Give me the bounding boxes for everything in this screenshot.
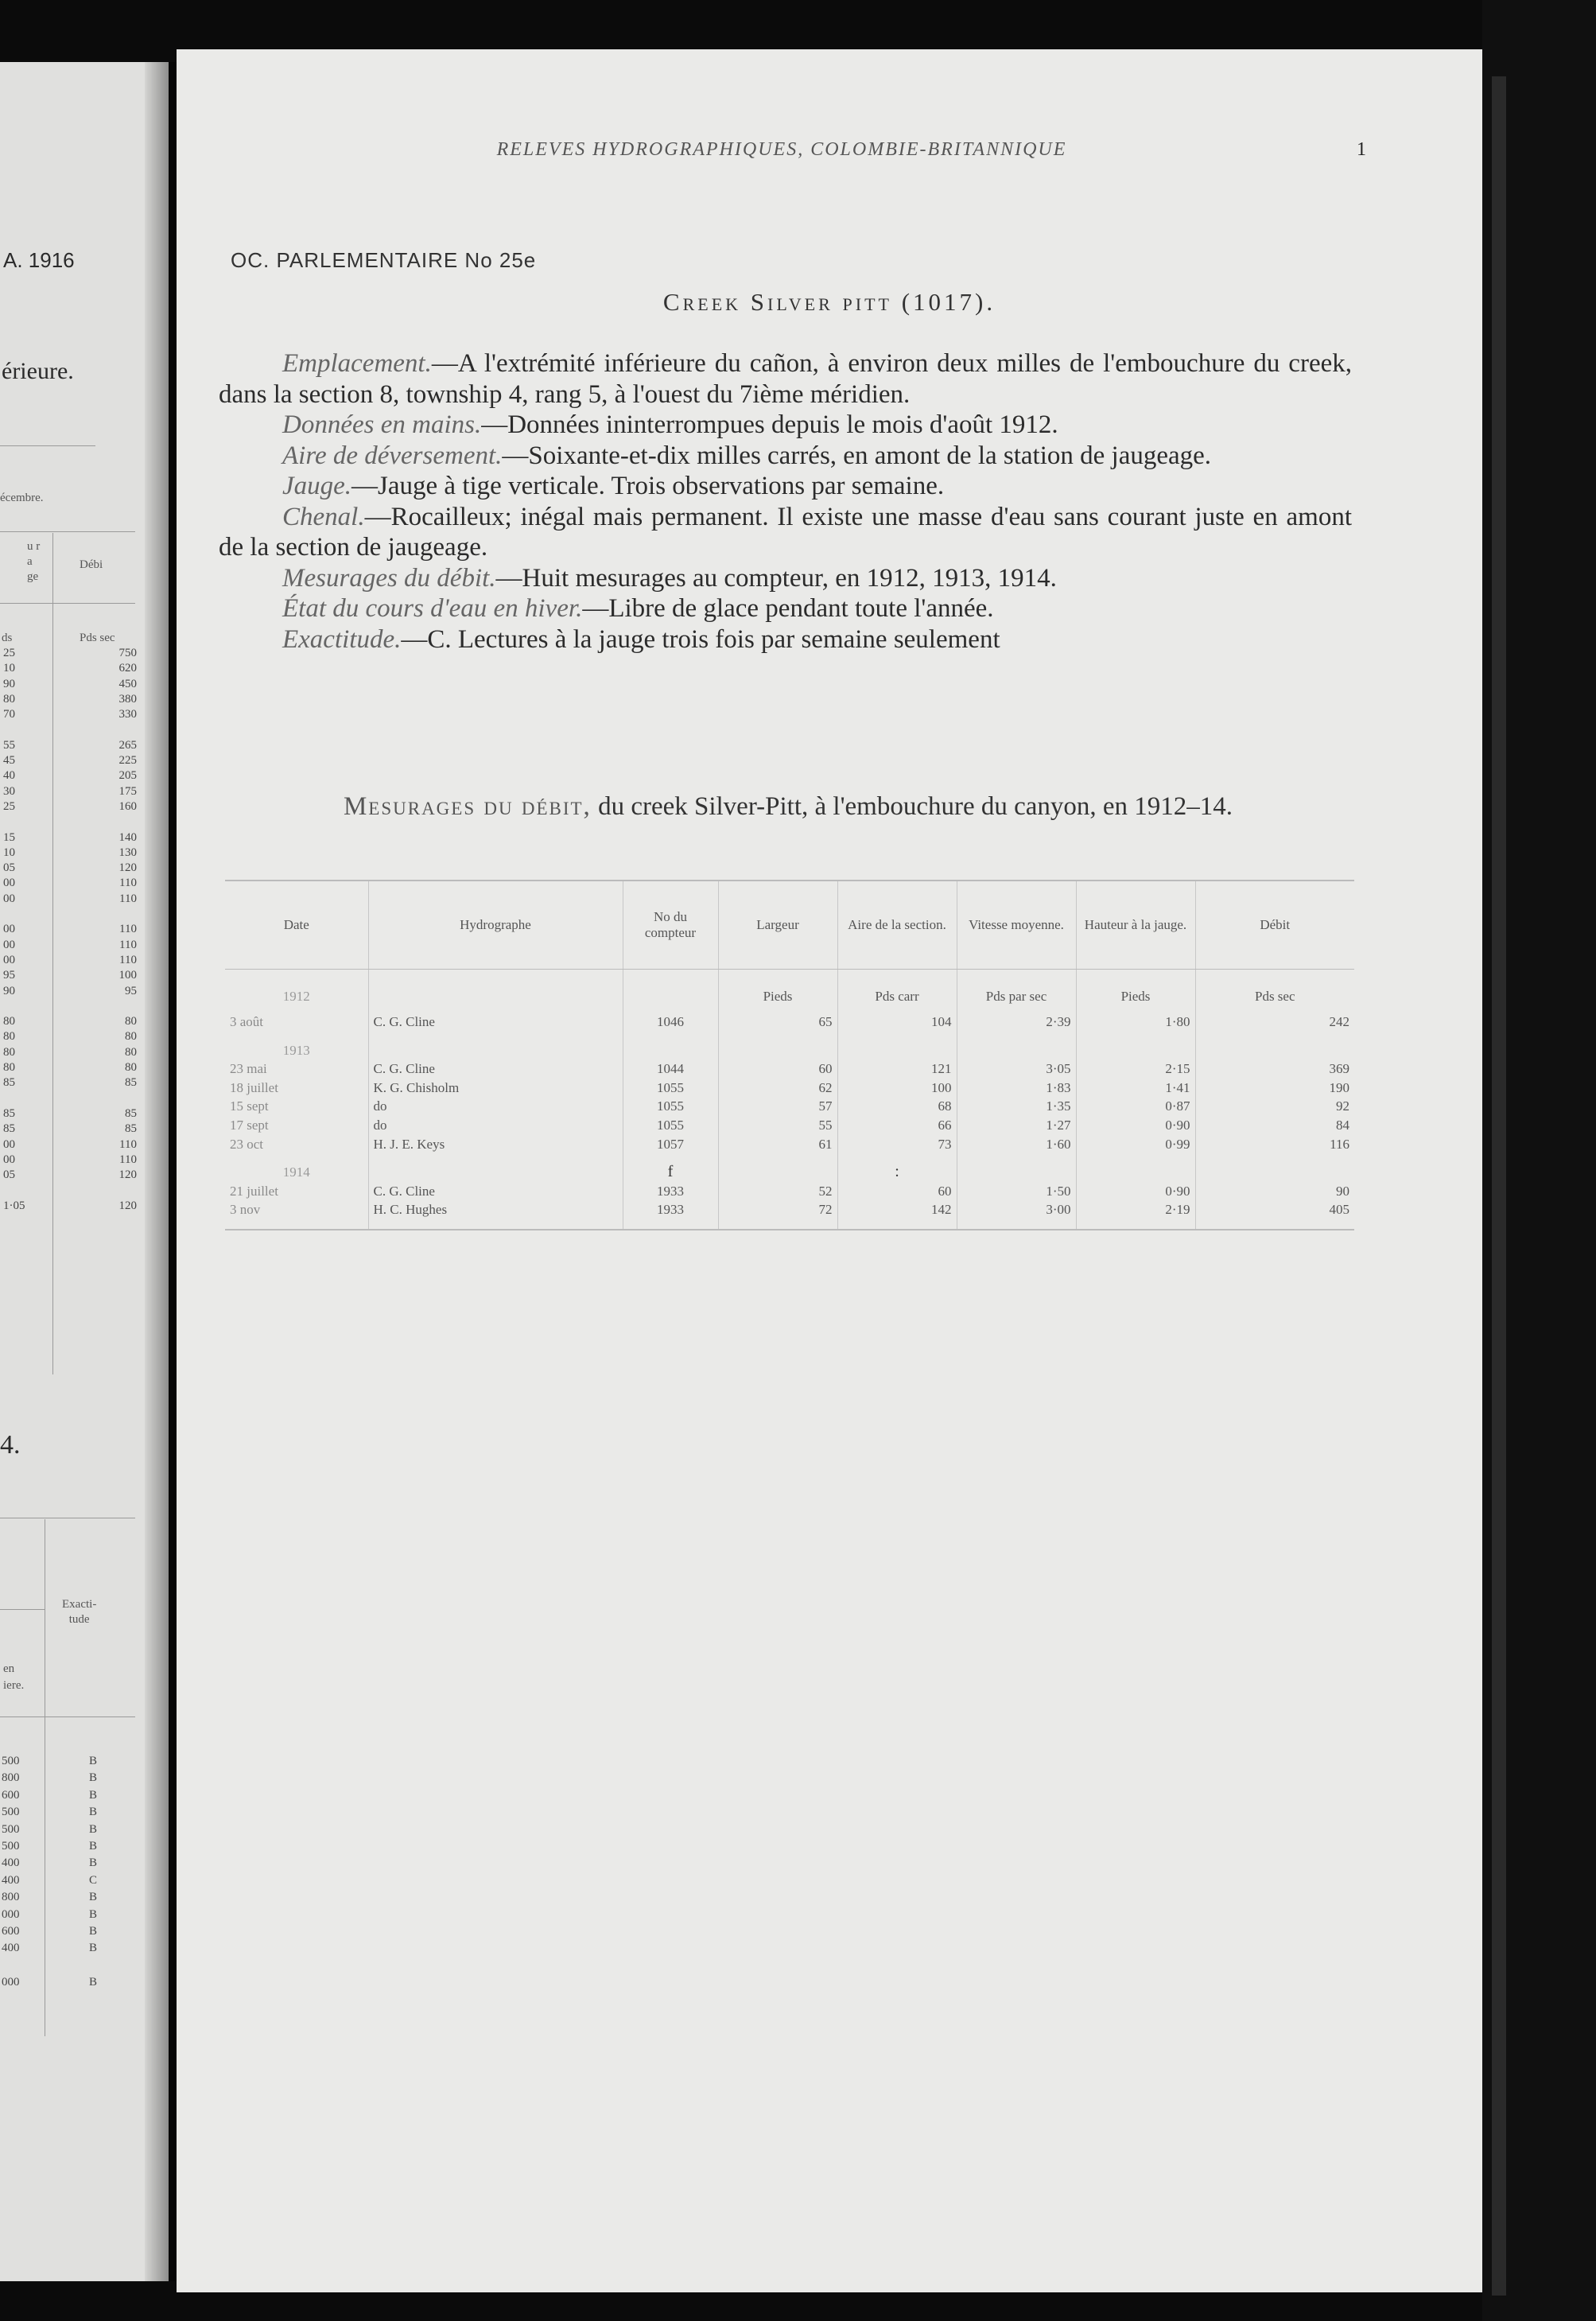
left-page-value: 25 <box>3 647 15 659</box>
left-page-header-word: érieure. <box>2 358 74 384</box>
left-page-value: B <box>89 1755 98 1767</box>
left-page-value: 00 <box>3 1137 15 1151</box>
col-vitesse-cell <box>957 1153 1076 1163</box>
left-page-col2-values <box>89 646 137 1214</box>
left-page-value: 450 <box>118 677 137 690</box>
left-page-value: 55 <box>3 738 15 752</box>
left-page-value <box>89 814 137 830</box>
col-hauteur-cell <box>1076 1041 1195 1060</box>
left-page-value: 95 <box>125 984 137 997</box>
left-page-value: B <box>89 1907 98 1921</box>
col-hydrographe-cell: do <box>368 1097 623 1116</box>
running-head <box>207 139 1368 161</box>
col-vitesse-cell: 3·00 <box>957 1200 1076 1230</box>
left-page-value: 40 <box>3 769 15 783</box>
left-page-value: 110 <box>119 892 137 905</box>
left-page-value: 80 <box>125 1015 137 1028</box>
col-date-cell: 15 sept <box>230 1098 269 1114</box>
col-compteur-cell: 1055 <box>623 1097 718 1116</box>
left-page-value <box>3 722 25 737</box>
left-page-value <box>89 907 137 922</box>
left-page-value: 00 <box>3 953 15 966</box>
col-aire-cell: 100 <box>837 1079 957 1098</box>
left-page-value: 80 <box>125 1061 137 1075</box>
left-page-value: 15 <box>3 830 15 844</box>
col-compteur-cell <box>623 970 718 1013</box>
left-page-lower-left-header: en iere. <box>3 1662 25 1692</box>
paragraph-donnees: Données en mains.—Données ininterrompues depuis le mois d'août 1912. <box>282 410 1058 439</box>
col-hydrographe-cell: C. G. Cline <box>368 1182 623 1201</box>
left-page-lower-col2-values <box>89 1753 97 1992</box>
col-hauteur-cell: 1·41 <box>1076 1079 1195 1098</box>
table-row <box>225 1013 1354 1032</box>
left-page-value: B <box>89 1806 98 1819</box>
col-hydrographe-cell: H. J. E. Keys <box>368 1135 623 1154</box>
col-compteur-cell <box>623 1041 718 1060</box>
table-row <box>225 1135 1354 1154</box>
col-debit-cell: 84 <box>1195 1116 1354 1135</box>
left-page-value: 500 <box>2 1840 20 1853</box>
left-page-value <box>3 907 25 922</box>
col-vitesse-cell: 1·83 <box>957 1079 1076 1098</box>
left-page-value <box>89 1183 137 1198</box>
col-hydrographe-cell <box>368 1032 623 1041</box>
col-largeur-cell: Pieds <box>718 970 837 1013</box>
left-page-value: 400 <box>2 1942 20 1955</box>
col-vitesse-cell: 1·27 <box>957 1116 1076 1135</box>
col-hauteur-cell: Pieds <box>1076 970 1195 1013</box>
left-page-value: 110 <box>119 1153 137 1166</box>
left-page-rule <box>0 531 135 532</box>
col-debit-cell <box>1195 1163 1354 1182</box>
left-page-value: 800 <box>2 1771 20 1785</box>
left-page-value: 30 <box>3 784 15 798</box>
left-page-value <box>89 722 137 737</box>
paragraph-emplacement: Emplacement.—A l'extrémité inférieure du cañon, à environ deux milles de l'embouchure du creek, dans la section 8, township 4, rang 5, à l'ouest du 7ième méridien. <box>219 349 1352 409</box>
left-page-value: 100 <box>118 969 137 982</box>
paragraph-jauge: Jauge.—Jauge à tige verticale. Trois observations par semaine. <box>282 472 945 500</box>
col-date-cell: 1912 <box>282 989 310 1004</box>
col-aire-cell: 142 <box>837 1200 957 1230</box>
col-vitesse-cell: 1·60 <box>957 1135 1076 1154</box>
left-page-value: 90 <box>3 984 15 997</box>
col-hauteur-cell: 2·15 <box>1076 1059 1195 1079</box>
col-date-cell: 18 juillet <box>230 1079 278 1095</box>
paragraph-chenal: Chenal.—Rocailleux; inégal mais permanent. Il existe une masse d'eau sans courant juste en amont de la section de jaugeage. <box>219 502 1352 562</box>
units-row <box>225 970 1354 1013</box>
left-page-value: B <box>89 1925 98 1938</box>
left-page-value: 750 <box>118 647 137 659</box>
left-page-value: 400 <box>2 1856 20 1870</box>
col-date-cell <box>225 1032 368 1041</box>
col-vitesse-cell: 1·50 <box>957 1182 1076 1201</box>
col-compteur-cell: 1046 <box>623 1013 718 1032</box>
left-page-value: 175 <box>118 784 137 798</box>
col-hydrographe-cell <box>368 1153 623 1163</box>
table-row <box>225 1200 1354 1230</box>
left-page-lower-col-header: Exacti- tude <box>62 1598 97 1626</box>
col-date-cell: 23 oct <box>230 1136 264 1152</box>
col-vitesse-cell: 2·39 <box>957 1013 1076 1032</box>
col-compteur-cell: 1057 <box>623 1135 718 1154</box>
col-hauteur-cell: 0·87 <box>1076 1097 1195 1116</box>
col-debit-cell: 405 <box>1195 1200 1354 1230</box>
col-debit-header: Débit <box>1195 881 1354 970</box>
left-page-value: 205 <box>118 769 137 783</box>
col-vitesse-cell: 3·05 <box>957 1059 1076 1079</box>
col-date-cell: 3 nov <box>225 1200 368 1230</box>
left-page-value: 80 <box>3 692 15 706</box>
col-debit-cell <box>1195 1032 1354 1041</box>
left-page-value: 500 <box>2 1806 20 1819</box>
left-page-value <box>89 1091 137 1106</box>
col-largeur-cell <box>718 1153 837 1163</box>
col-compteur-cell: 1055 <box>623 1116 718 1135</box>
left-page-value <box>3 814 25 830</box>
col-date-header: Date <box>225 881 368 970</box>
left-page-value: 130 <box>118 846 137 859</box>
left-page-value: 00 <box>3 923 15 936</box>
col-hauteur-header: Hauteur à la jauge. <box>1076 881 1195 970</box>
col-date-cell: 1913 <box>282 1042 310 1058</box>
left-page-value: 140 <box>118 830 137 844</box>
left-page-value: 05 <box>3 861 15 875</box>
col-aire-cell <box>837 1153 957 1163</box>
left-page-value: B <box>89 1976 98 1989</box>
col-hydrographe-header: Hydrographe <box>368 881 623 970</box>
paragraph-etat: État du cours d'eau en hiver.—Libre de glace pendant toute l'année. <box>282 594 994 623</box>
left-page-value: 500 <box>2 1822 20 1836</box>
col-debit-cell <box>1195 1153 1354 1163</box>
col-largeur-cell: 65 <box>718 1013 837 1032</box>
col-largeur-cell <box>718 1163 837 1182</box>
left-page-value: 05 <box>3 1168 15 1182</box>
left-page-month-label: écembre. <box>0 492 44 504</box>
mark-row <box>225 1163 1354 1182</box>
paragraph-exactitude: Exactitude.—C. Lectures à la jauge trois fois par semaine seulement <box>282 624 1000 654</box>
col-date-cell: 23 mai <box>230 1061 267 1077</box>
col-hydrographe-cell: K. G. Chisholm <box>368 1079 623 1098</box>
left-page-value: 80 <box>3 1030 15 1044</box>
discharge-measurements-table <box>225 880 1354 1230</box>
year-row <box>225 1041 1354 1060</box>
col-compteur-cell <box>623 1153 718 1163</box>
col-aire-cell <box>837 1032 957 1041</box>
left-page-value: 110 <box>119 953 137 966</box>
left-page-col1-header: u r a ge <box>27 540 41 583</box>
col-hydrographe-cell <box>368 970 623 1013</box>
table-row <box>225 1182 1354 1201</box>
col-aire-cell: 121 <box>837 1059 957 1079</box>
left-page-value: 80 <box>125 1045 137 1059</box>
document-label: OC. PARLEMENTAIRE No 25e <box>231 248 537 272</box>
col-debit-cell: Pds sec <box>1195 970 1354 1013</box>
left-page-value: 800 <box>2 1891 20 1904</box>
left-page-value: 620 <box>118 662 137 675</box>
col-largeur-cell <box>718 1041 837 1060</box>
left-page-value: B <box>89 1942 98 1955</box>
left-page-value: B <box>89 1822 98 1836</box>
col-debit-cell: 92 <box>1195 1097 1354 1116</box>
left-page-value: 600 <box>2 1788 20 1802</box>
left-page-value: 600 <box>2 1925 20 1938</box>
col-vitesse-cell <box>957 1163 1076 1182</box>
col-debit-cell: 116 <box>1195 1135 1354 1154</box>
col-date-cell <box>225 1153 368 1163</box>
table-title: Mesurages du débit, du creek Silver-Pitt, à l'embouchure du canyon, en 1912–14. <box>343 792 1233 821</box>
left-page-rule <box>0 603 135 604</box>
left-page-rule <box>0 1609 45 1610</box>
table-row <box>225 1079 1354 1098</box>
left-page-value: 225 <box>118 754 137 768</box>
left-page-value: 120 <box>118 861 137 875</box>
left-page-value: 160 <box>118 799 137 813</box>
left-page-value: 80 <box>3 1045 15 1059</box>
left-page-rule <box>0 1716 135 1717</box>
left-page-value: 110 <box>119 938 137 951</box>
left-page-value: 330 <box>118 708 137 721</box>
col-vitesse-cell: Pds par sec <box>957 970 1076 1013</box>
col-aire-cell: 66 <box>837 1116 957 1135</box>
col-vitesse-cell <box>957 1041 1076 1060</box>
left-page-value: C <box>89 1873 98 1887</box>
col-largeur-cell: 72 <box>718 1200 837 1230</box>
col-hydrographe-cell <box>368 1163 623 1182</box>
col-aire-cell: Pds carr <box>837 970 957 1013</box>
col-hauteur-cell <box>1076 1163 1195 1182</box>
col-hauteur-cell: 2·19 <box>1076 1200 1195 1230</box>
col-largeur-cell: 60 <box>718 1059 837 1079</box>
left-page-value: 90 <box>3 677 15 690</box>
col-hydrographe-cell: do <box>368 1116 623 1135</box>
left-page-value: 45 <box>3 754 15 768</box>
left-page-value: 00 <box>3 938 15 951</box>
col-hauteur-cell: 0·90 <box>1076 1182 1195 1201</box>
left-page-lower-heading: 4. <box>0 1430 21 1460</box>
left-page-value: 265 <box>118 738 137 752</box>
col-debit-cell: 242 <box>1195 1013 1354 1032</box>
col-largeur-cell: 62 <box>718 1079 837 1098</box>
left-page-value: 10 <box>3 846 15 859</box>
spacer-row <box>225 1032 1354 1041</box>
col-vitesse-cell: 1·35 <box>957 1097 1076 1116</box>
running-head-title: RELEVES HYDROGRAPHIQUES, COLOMBIE-BRITANNIQUE <box>496 139 1067 160</box>
left-page-value: 85 <box>125 1106 137 1120</box>
page-edge-strip <box>1492 76 1506 2296</box>
col-compteur-cell <box>623 1032 718 1041</box>
paragraph-aire: Aire de déversement.—Soixante-et-dix milles carrés, en amont de la station de jaugeage. <box>282 441 1212 470</box>
col-aire-cell: 68 <box>837 1097 957 1116</box>
left-page-value: 110 <box>119 923 137 936</box>
left-page-value: 85 <box>3 1106 15 1120</box>
col-date-cell: 21 juillet <box>230 1183 278 1199</box>
left-page-value: B <box>89 1771 98 1785</box>
col-hauteur-cell: 1·80 <box>1076 1013 1195 1032</box>
col-hydrographe-cell: H. C. Hughes <box>368 1200 623 1230</box>
left-page-value: 400 <box>2 1873 20 1887</box>
left-page-value: 500 <box>2 1755 20 1767</box>
left-page-value: 10 <box>3 662 15 675</box>
spacer-row <box>225 1153 1354 1163</box>
left-page-value: 25 <box>3 799 15 813</box>
left-page-value: 00 <box>3 1153 15 1166</box>
col-largeur-cell: 61 <box>718 1135 837 1154</box>
left-page-value: 1·05 <box>3 1199 25 1212</box>
left-page-value: 80 <box>3 1061 15 1075</box>
left-page-value: 70 <box>3 708 15 721</box>
left-page-value: 00 <box>3 877 15 890</box>
left-page-value: 00 <box>3 892 15 905</box>
left-page-value <box>89 999 137 1014</box>
col-largeur-cell <box>718 1032 837 1041</box>
station-description <box>219 348 1352 655</box>
left-page-value <box>2 1957 20 1974</box>
left-page-value <box>3 1091 25 1106</box>
col-debit-cell <box>1195 1041 1354 1060</box>
col-hydrographe-cell: C. G. Cline <box>368 1013 623 1032</box>
col-date-cell: 1914 <box>282 1164 310 1180</box>
left-page-value: B <box>89 1891 98 1904</box>
left-page-col2-units: Pds sec <box>80 632 115 644</box>
col-aire-cell: 104 <box>837 1013 957 1032</box>
col-largeur-cell: 57 <box>718 1097 837 1116</box>
left-page-value: 380 <box>118 692 137 706</box>
left-adjacent-page <box>0 62 169 2281</box>
section-title: Creek Silver pitt (1017). <box>662 288 996 316</box>
table-header-row <box>225 881 1354 970</box>
col-date-cell: 3 août <box>230 1014 264 1029</box>
page-number: 1 <box>1357 139 1368 160</box>
left-page-value: 85 <box>3 1076 15 1090</box>
left-page-value: 85 <box>125 1122 137 1136</box>
col-aire-header: Aire de la section. <box>837 881 957 970</box>
col-compteur-cell: 1933 <box>623 1182 718 1201</box>
left-page-value: 85 <box>125 1076 137 1090</box>
left-page-value: 80 <box>125 1030 137 1044</box>
left-page-value: 120 <box>118 1168 137 1182</box>
left-page-value: 110 <box>119 877 137 890</box>
left-page-value <box>3 1183 25 1198</box>
left-page-value: 120 <box>118 1199 137 1212</box>
left-page-value: B <box>89 1788 98 1802</box>
col-compteur-cell: 1055 <box>623 1079 718 1098</box>
col-largeur-header: Largeur <box>718 881 837 970</box>
col-hauteur-cell <box>1076 1032 1195 1041</box>
col-compteur-cell: 1933 <box>623 1200 718 1230</box>
left-page-value <box>3 999 25 1014</box>
col-compteur-cell: 1044 <box>623 1059 718 1079</box>
col-debit-cell: 369 <box>1195 1059 1354 1079</box>
table-row <box>225 1116 1354 1135</box>
left-page-lower-col1-values <box>2 1753 20 1992</box>
col-vitesse-cell <box>957 1032 1076 1041</box>
col-hauteur-cell: 0·90 <box>1076 1116 1195 1135</box>
col-aire-cell <box>837 1041 957 1060</box>
table-row <box>225 1097 1354 1116</box>
left-page-value <box>89 1957 97 1974</box>
left-page-value: 85 <box>3 1122 15 1136</box>
col-compteur-cell: f <box>623 1163 718 1182</box>
col-aire-cell: 73 <box>837 1135 957 1154</box>
left-page-value: 80 <box>3 1015 15 1028</box>
table-row <box>225 1059 1354 1079</box>
col-aire-cell: : <box>837 1163 957 1182</box>
left-page-rule <box>0 445 95 446</box>
col-largeur-cell: 55 <box>718 1116 837 1135</box>
paragraph-mesurages: Mesurages du débit.—Huit mesurages au compteur, en 1912, 1913, 1914. <box>282 563 1057 593</box>
col-debit-cell: 90 <box>1195 1182 1354 1201</box>
col-hauteur-cell: 0·99 <box>1076 1135 1195 1154</box>
left-page-value: B <box>89 1840 98 1853</box>
left-page-header-year: A. 1916 <box>3 248 75 272</box>
left-page-value: 000 <box>2 1976 20 1989</box>
col-date-cell: 17 sept <box>230 1117 269 1133</box>
left-page-value: 000 <box>2 1907 20 1921</box>
col-debit-cell: 190 <box>1195 1079 1354 1098</box>
col-hauteur-cell <box>1076 1153 1195 1163</box>
left-page-value: B <box>89 1856 98 1870</box>
col-vitesse-header: Vitesse moyenne. <box>957 881 1076 970</box>
col-hydrographe-cell: C. G. Cline <box>368 1059 623 1079</box>
col-aire-cell: 60 <box>837 1182 957 1201</box>
col-compteur-header: No du compteur <box>623 881 718 970</box>
col-hydrographe-cell <box>368 1041 623 1060</box>
left-page-value: 110 <box>119 1137 137 1151</box>
left-page-col1-values <box>3 646 25 1214</box>
col-largeur-cell: 52 <box>718 1182 837 1201</box>
left-page-col1-units: ds <box>2 632 13 644</box>
left-page-column-divider <box>52 533 53 1374</box>
left-page-col2-header: Débi <box>80 558 103 571</box>
left-page-value: 95 <box>3 969 15 982</box>
